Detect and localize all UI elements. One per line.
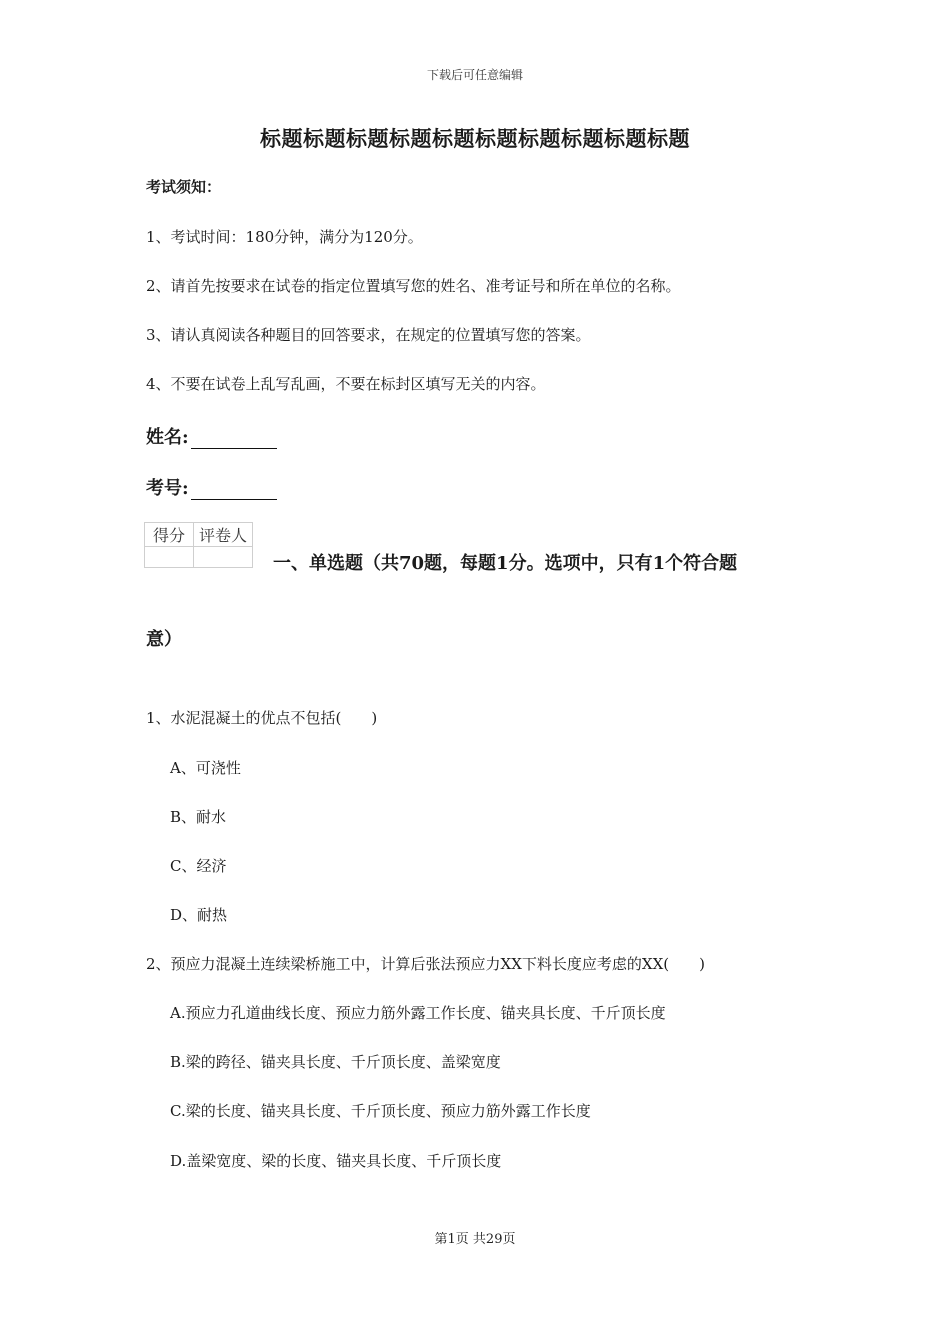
section-title-continued: 意） — [146, 629, 182, 650]
question-2: 2、预应力混凝土连续梁桥施工中，计算后张法预应力XX下料长度应考虑的XX( ) — [146, 955, 705, 973]
instruction-item: 3、请认真阅读各种题目的回答要求，在规定的位置填写您的答案。 — [146, 326, 591, 344]
score-table — [144, 522, 253, 568]
exam-id-label: 考号: — [146, 478, 189, 499]
score-cell[interactable] — [145, 547, 194, 568]
instruction-item: 2、请首先按要求在试卷的指定位置填写您的姓名、准考证号和所在单位的名称。 — [146, 277, 681, 295]
question-2-option: C.梁的长度、锚夹具长度、千斤顶长度、预应力筋外露工作长度 — [170, 1102, 591, 1120]
question-2-option: D.盖梁宽度、梁的长度、锚夹具长度、千斤顶长度 — [170, 1152, 502, 1170]
name-label: 姓名: — [146, 427, 189, 448]
header-note: 下载后可任意编辑 — [426, 68, 523, 82]
exam-id-field — [146, 474, 277, 500]
instruction-item: 4、不要在试卷上乱写乱画，不要在标封区填写无关的内容。 — [146, 375, 546, 393]
name-blank-line[interactable] — [191, 430, 277, 449]
question-2-option: B.梁的跨径、锚夹具长度、千斤顶长度、盖梁宽度 — [170, 1053, 501, 1071]
grader-header: 评卷人 — [194, 523, 253, 547]
score-header: 得分 — [145, 523, 194, 547]
page-footer: 第1页 共29页 — [434, 1232, 516, 1247]
question-1: 1、水泥混凝土的优点不包括( ) — [146, 709, 378, 727]
question-2-option: A.预应力孔道曲线长度、预应力筋外露工作长度、锚夹具长度、千斤顶长度 — [170, 1004, 666, 1022]
question-1-option: C、经济 — [170, 857, 227, 875]
question-1-option: D、耐热 — [170, 906, 228, 924]
question-1-option: A、可浇性 — [170, 759, 241, 777]
name-field — [146, 423, 277, 449]
section-title: 一、单选题（共70题，每题1分。选项中，只有1个符合题 — [273, 553, 738, 574]
instructions-heading: 考试须知： — [146, 178, 222, 196]
grader-cell[interactable] — [194, 547, 253, 568]
question-1-option: B、耐水 — [170, 808, 227, 826]
instruction-item: 1、考试时间：180分钟，满分为120分。 — [146, 228, 423, 246]
exam-id-blank-line[interactable] — [191, 481, 277, 500]
page-title: 标题标题标题标题标题标题标题标题标题标题 — [260, 126, 690, 151]
